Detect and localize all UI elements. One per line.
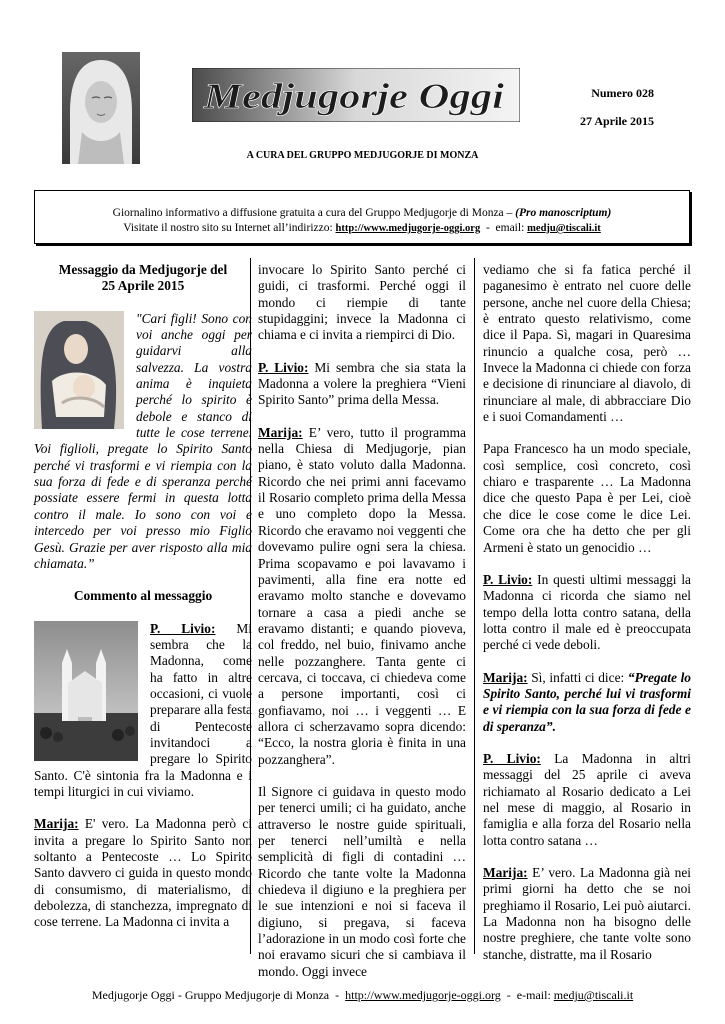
message-title-line-2: 25 Aprile 2015	[101, 278, 185, 294]
comment-title: Commento al messaggio	[73, 588, 213, 604]
email-link[interactable]: medju@tiscali.it	[527, 223, 601, 234]
speaker-marija: Marija:	[483, 669, 528, 685]
site-link[interactable]: http://www.medjugorje-oggi.org	[335, 223, 481, 234]
info-line-1	[35, 207, 689, 219]
column-divider	[474, 258, 475, 954]
speaker-p-livio: P. Livio:	[483, 571, 533, 587]
speaker-marija: Marija:	[34, 816, 79, 832]
paragraph-text: E' vero. La Madonna però ci invita a pregare lo Spirito Santo non soltanto a Pentecoste … Lo Spirito Santo davvero ci guida in questo mondo di consumismo, di materialismo, di debolezza, di stanchezza, impregnato di cose terrene. La Madonna ci invita a	[34, 816, 252, 930]
speaker-marija: Marija:	[258, 424, 303, 440]
paragraph-text: In questi ultimi messaggi la Madonna ci ricorda che siamo nel tempo della lotta contro satana, della lotta contro il male ed è preoccupata perché ci vede deboli.	[483, 571, 691, 653]
paragraph-text: E’ vero, tutto il programma nella Chiesa di Medjugorje, pian piano, è stato voluto dalla Madonna. Ricordo che nei primi anni facevamo il Rosario completo prima della Messa e uno completo dopo la Messa. Ricordo che eravamo noi veggenti che dovevamo pulire ogni sera la chiesa. Prima scopavamo e poi lavavamo i pavimenti, alla fine era notte ed eravamo molto stanche e dovevamo tornare a casa a piedi anche se eravamo distanti; e quando pioveva, col freddo, nel buio, finivamo anche nelle pozzanghere. Tanta gente ci cercava, ci toccava, ci chiedeva come a persone importanti, così ci gonfiavamo, noi … i veggenti … E allora ci scherzavamo sopra dicendo: “Ecco, la nostra gloria è finita in una pozzanghera”.	[258, 424, 466, 767]
info-description: Giornalino informativo a diffusione gratuita a cura del Gruppo Medjugorje di Monza –	[112, 207, 516, 219]
paragraph-text: La Madonna in altri messaggi del 25 aprile ci aveva richiamato al Rosario dedicato a Lei nel mese di maggio, al Rosario in famiglia e alla forza del Rosario nella lotta contro satana …	[483, 750, 691, 848]
footer-email-link[interactable]: medju@tiscali.it	[553, 988, 634, 1002]
logo-text: Medjugorje Oggi	[202, 76, 504, 116]
issue-date: 27 Aprile 2015	[580, 114, 654, 128]
issue-number: Numero 028	[591, 86, 654, 100]
column-1	[34, 262, 252, 931]
footer-site-link[interactable]: http://www.medjugorje-oggi.org	[345, 988, 501, 1002]
paragraph-text: Sì, infatti ci dice:	[527, 669, 628, 685]
church-photo	[34, 621, 138, 761]
speaker-p-livio: P. Livio:	[483, 750, 541, 766]
email-label: - email:	[480, 222, 528, 234]
quoted-message: “Pregate lo Spirito Santo, perché lui vi trasformi e vi riempia con la sua forza di fede e di speranza”.	[483, 669, 691, 734]
pro-manoscriptum: (Pro manoscriptum)	[515, 207, 612, 219]
speaker-p-livio: P. Livio:	[258, 359, 309, 375]
footer-email-label: - e-mail:	[500, 988, 554, 1002]
column-3	[483, 262, 691, 963]
madonna-with-child-image	[34, 311, 124, 429]
logo-banner	[192, 68, 520, 122]
message-text: "Cari figli! Sono con voi anche oggi per guidarvi alla salvezza. La vostra anima è inquieta perché lo spirito è debole e stanco di tutte le cose terrene. Voi figlioli, pregate lo Spirito Santo perché vi trasformi e vi riempia con la sua forza di fede e di speranza perché possiate essere fermi in questa lotta contro il male. Io sono con voi e intercedo per voi presso mio Figlio Gesù. Grazie per aver risposto alla mia chiamata.”	[34, 310, 252, 571]
info-box	[34, 190, 690, 244]
speaker-marija: Marija:	[483, 865, 528, 880]
info-line-2	[35, 222, 689, 234]
message-title-line-1: Messaggio da Medjugorje del	[58, 262, 228, 277]
curated-by-line: A CURA DEL GRUPPO MEDJUGORJE DI MONZA	[246, 150, 479, 161]
paragraph-text: invocare lo Spirito Santo perché ci guidi, ci trasformi. Perché oggi il mondo ci riempie di tante stupidaggini; invece la Madonna ci chiama e ci invita a riempirci di Dio.	[258, 262, 466, 343]
paragraph-text: Mi sembra che sia stata la Madonna a volere la preghiera “Vieni Spirito Santo” prima della Messa.	[258, 359, 466, 408]
paragraph-text: E’ vero. La Madonna già nei primi giorni ha detto che se noi preghiamo il Rosario, Lei può aiutarci. La Madonna non ha bisogno delle nostre preghiere, che tante volte sono stanche, distratte, ma il Rosario	[483, 865, 691, 962]
site-label: Visitate il nostro sito su Internet all’indirizzo:	[123, 222, 336, 234]
column-2	[258, 262, 466, 980]
paragraph-text: Papa Francesco ha un modo speciale, così semplice, così concreto, così chiaro e trasparente … La Madonna dice che questo Papa è per Lei, cioè che dice le cose come le dice Lei. Come ora che ha detto che per gli Armeni è stato un genocidio …	[483, 441, 691, 555]
madonna-portrait-image	[62, 52, 140, 164]
footer-text: Medjugorje Oggi - Gruppo Medjugorje di Monza -	[91, 988, 346, 1002]
paragraph-text: Mi sembra che la Madonna, come ha fatto in altre occasioni, ci vuole preparare alla festa di Pentecoste invitandoci a pregare lo Spirito Santo. C'è sintonia fra la Madonna e i tempi liturgici in cui viviamo.	[34, 620, 252, 799]
paragraph-text: vediamo che si fa fatica perché il paganesimo è entrato nel cuore delle persone, anche nel cuore della Chiesa; è entrato questo relativismo, come dice il Papa. Sì, magari in Quaresima rinuncio a qualche cosa, però … Invece la Madonna ci chiede con forza e decisione di rinunciare al diavolo, di rinunciare al male, di abbracciare Dio e i suoi Comandamenti …	[483, 262, 691, 425]
footer	[0, 988, 725, 1003]
speaker-p-livio: P. Livio:	[150, 620, 216, 636]
paragraph-text: Il Signore ci guidava in questo modo per tenerci umili; ci ha guidato, anche attraverso le nostre guide spirituali, per tenerci nell’umiltà e nella semplicità di figli di contadini … Ricordo che tante volte la Madonna chiedeva il digiuno e la preghiera per le sue intenzioni e noi si faceva il digiuno, si pregava, si faceva l’adorazione in un modo così forte che noi eravamo sicuri che si cambiava il mondo. Oggi invece	[258, 783, 466, 979]
